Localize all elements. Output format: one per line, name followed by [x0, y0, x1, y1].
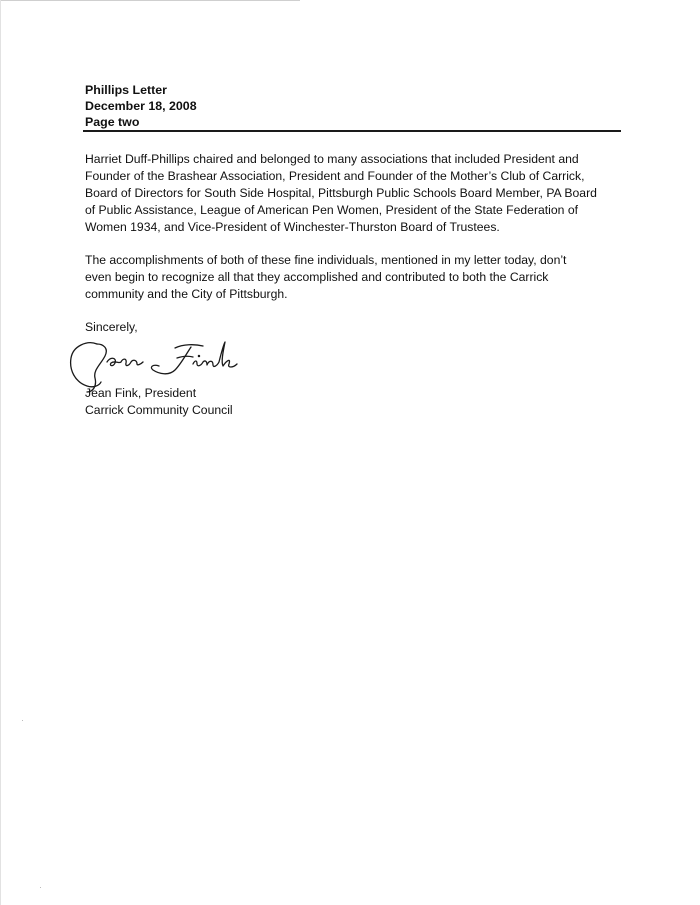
paragraph-1 — [85, 151, 625, 236]
paragraph-line: Founder of the Brashear Association, President and Founder of the Mother’s Club of Carrick, — [85, 169, 585, 183]
page-label: Page two — [85, 115, 140, 129]
signer-name: Jean Fink, President — [85, 386, 197, 400]
paragraph-2 — [85, 252, 625, 303]
scan-edge-left — [0, 0, 1, 905]
signer-organization: Carrick Community Council — [85, 403, 233, 417]
paragraph-line: even begin to recognize all that they accomplished and contributed to both the Carrick — [85, 270, 549, 284]
salutation: Sincerely, — [85, 320, 138, 334]
scan-edge-top — [0, 0, 300, 1]
paragraph-line: Women 1934, and Vice-President of Winchester-Thurston Board of Trustees. — [85, 220, 500, 234]
paragraph-line: community and the City of Pittsburgh. — [85, 287, 288, 301]
scan-speck — [22, 720, 23, 721]
paragraph-line: The accomplishments of both of these fine individuals, mentioned in my letter today, don’t — [85, 253, 567, 267]
paragraph-line: Harriet Duff-Phillips chaired and belonged to many associations that included President and — [85, 152, 579, 166]
header-rule — [83, 130, 621, 132]
letter-date: December 18, 2008 — [85, 99, 197, 113]
letter-title: Phillips Letter — [85, 83, 167, 97]
letter-header — [85, 82, 197, 130]
paragraph-line: Board of Directors for South Side Hospital, Pittsburgh Public Schools Board Member, PA Board — [85, 186, 597, 200]
paragraph-line: of Public Assistance, League of American Pen Women, President of the State Federation of — [85, 203, 578, 217]
scan-speck — [40, 887, 41, 888]
signer-block — [85, 385, 233, 419]
